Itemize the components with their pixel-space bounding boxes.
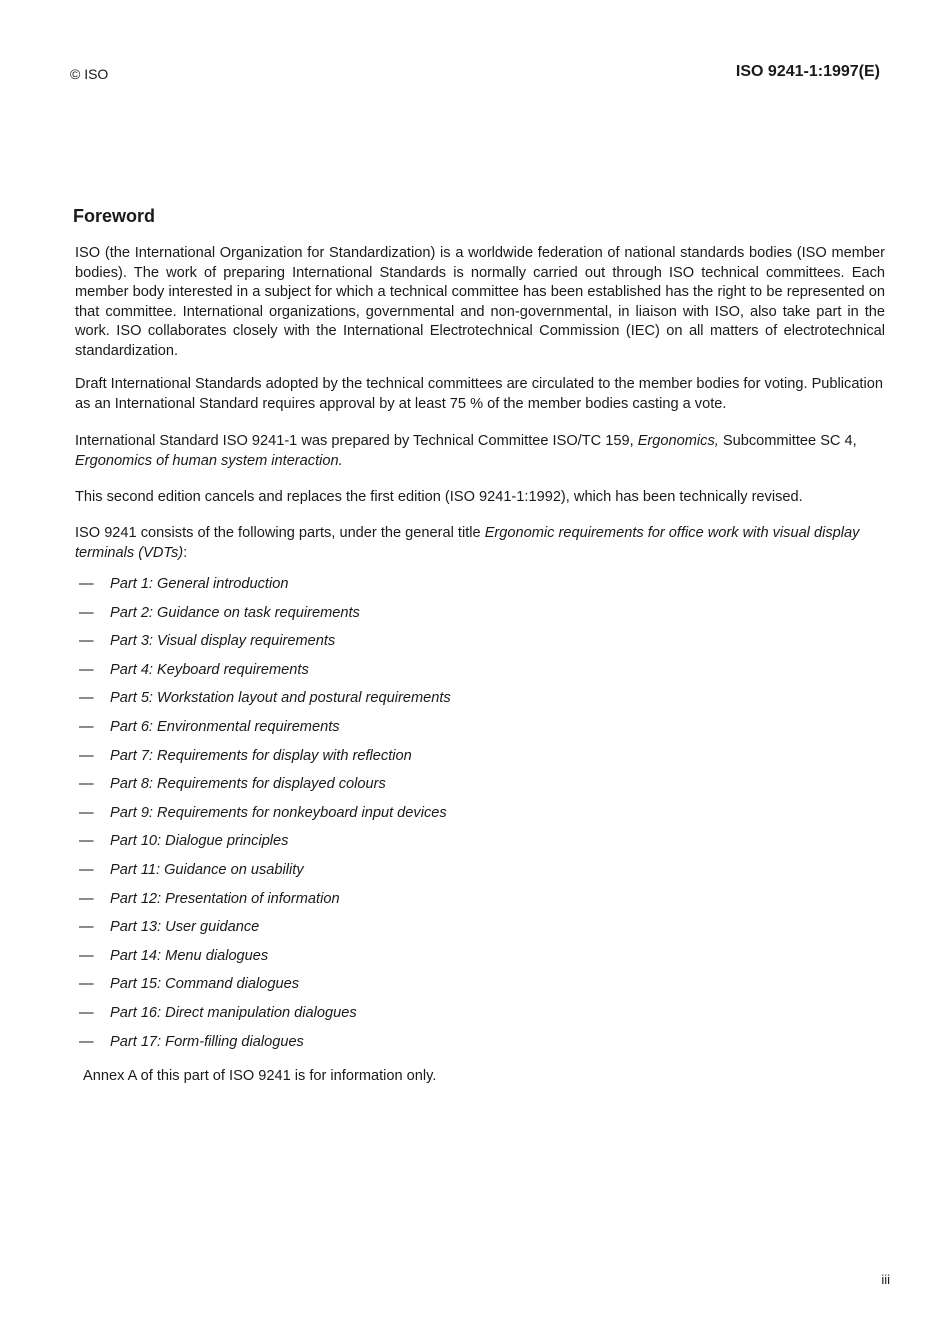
annex-note: Annex A of this part of ISO 9241 is for information only. — [83, 1068, 437, 1084]
paragraph-prepared-by — [75, 432, 885, 471]
list-item: — Part 17: Form-filling dialogues — [79, 1033, 304, 1050]
paragraph-iso-intro — [75, 244, 885, 361]
list-item: — Part 6: Environmental requirements — [79, 718, 340, 735]
list-item: — Part 12: Presentation of information — [79, 890, 340, 907]
list-item: — Part 15: Command dialogues — [79, 976, 300, 993]
paragraph-parts-intro — [75, 524, 885, 563]
paragraph-text: This second edition cancels and replaces the first edition (ISO 9241-1:1992), which has been technically revised. — [75, 489, 803, 505]
list-item: — Part 14: Menu dialogues — [79, 947, 269, 964]
list-item: — Part 4: Keyboard requirements — [79, 661, 309, 678]
list-item: — Part 9: Requirements for nonkeyboard input devices — [79, 804, 447, 821]
page-title: Foreword — [73, 206, 156, 226]
paragraph-text: Draft International Standards adopted by the technical committees are circulated to the member bodies for voting. Publication as an International Standard requires approval by at least 75 % of the member bodies casting a vote. — [75, 376, 883, 412]
paragraph-edition — [75, 488, 885, 508]
list-item: — Part 2: Guidance on task requirements — [79, 604, 360, 621]
general-title: Ergonomic requirements for office work with visual display terminals (VDTs) — [75, 525, 860, 561]
paragraph-text: : — [183, 544, 188, 561]
list-item: — Part 16: Direct manipulation dialogues — [79, 1004, 357, 1021]
list-item: — Part 11: Guidance on usability — [79, 861, 304, 878]
paragraph-draft-standards — [75, 375, 885, 414]
paragraph-text: ISO 9241 consists of the following parts, under the general title — [75, 525, 485, 541]
paragraph-text: Subcommittee SC 4, — [718, 433, 857, 449]
list-item: — Part 13: User guidance — [79, 919, 260, 936]
paragraph-text: International Standard ISO 9241-1 was prepared by Technical Committee ISO/TC 159, — [75, 433, 638, 449]
list-item: — Part 7: Requirements for display with reflection — [79, 747, 412, 764]
subcommittee-name: Ergonomics of human system interaction. — [75, 452, 343, 469]
page-number: iii — [881, 1272, 890, 1287]
list-item: — Part 10: Dialogue principles — [79, 833, 289, 850]
parts-list — [79, 574, 679, 1060]
copyright-header: © ISO — [70, 66, 109, 82]
paragraph-text: ISO (the International Organization for Standardization) is a worldwide federation of national standards bodies (ISO member bodies). The work of preparing International Standards is normally carried out through ISO technical committees. Each member body interested in a subject for which a technical committee has been established has the right to be represented on that committee. International organizations, governmental and non-governmental, in liaison with ISO, also take part in the work. ISO collaborates closely with the International Electrotechnical Commission (IEC) on all matters of electrotechnical standardization. — [75, 245, 885, 359]
list-item: — Part 3: Visual display requirements — [79, 633, 336, 650]
list-item: — Part 8: Requirements for displayed colours — [79, 776, 386, 793]
committee-name: Ergonomics, — [637, 433, 719, 449]
list-item: — Part 5: Workstation layout and postural requirements — [79, 690, 451, 707]
list-item: — Part 1: General introduction — [79, 576, 289, 592]
standard-number-header: ISO 9241-1:1997(E) — [735, 63, 880, 80]
